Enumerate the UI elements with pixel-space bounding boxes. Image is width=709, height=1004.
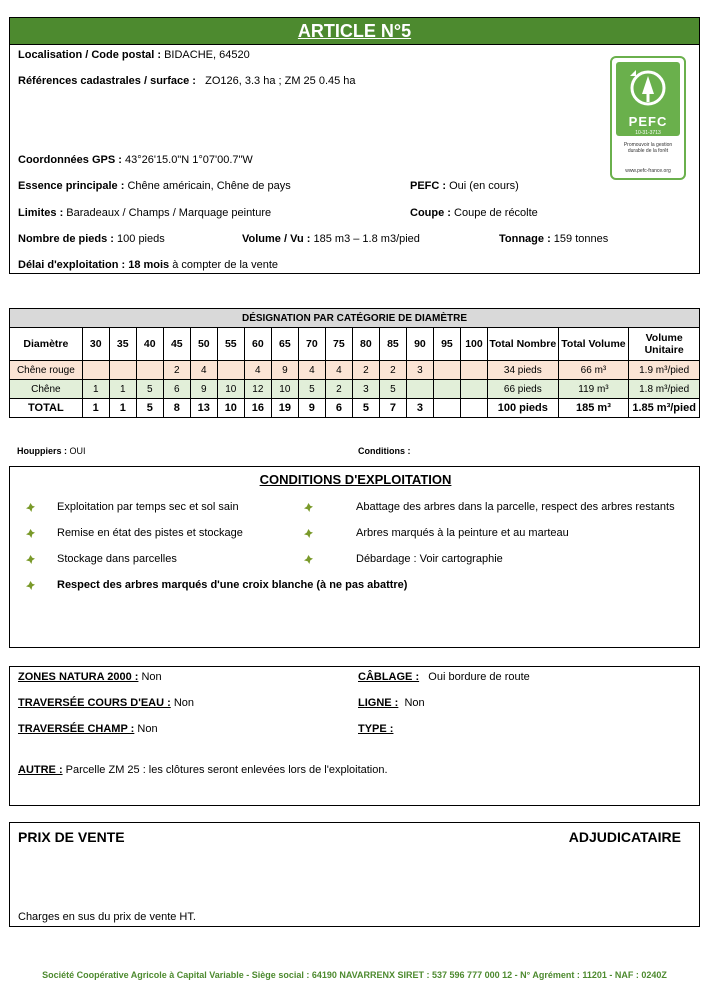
conditions-label: Conditions : xyxy=(358,446,411,456)
type-label: TYPE : xyxy=(358,723,394,735)
natura-line xyxy=(18,671,162,683)
table-cell: 6 xyxy=(325,399,352,418)
pefc-line xyxy=(410,180,519,192)
table-cell xyxy=(136,361,163,380)
table-cell: 1 xyxy=(82,380,109,399)
table-cell: 10 xyxy=(217,399,244,418)
table-row xyxy=(10,380,700,399)
table-cell: 16 xyxy=(244,399,271,418)
table-cell xyxy=(460,361,487,380)
cablage-label: CÂBLAGE : xyxy=(358,671,420,683)
table-cell: 3 xyxy=(406,399,433,418)
localisation-line xyxy=(18,49,250,61)
leaf-bullet-icon xyxy=(26,503,35,512)
table-cell: 4 xyxy=(190,361,217,380)
delai-rest: à compter de la vente xyxy=(172,259,279,271)
natura-label: ZONES NATURA 2000 : xyxy=(18,671,139,683)
table-cell: 13 xyxy=(190,399,217,418)
header-total-nombre: Total Nombre xyxy=(487,328,558,361)
table-cell: 5 xyxy=(136,380,163,399)
volume-line xyxy=(242,233,420,245)
row-volume: 66 m³ xyxy=(558,361,629,380)
table-row xyxy=(10,361,700,380)
pieds-label: Nombre de pieds : xyxy=(18,233,114,245)
table-cell: 7 xyxy=(379,399,406,418)
pefc-value: Oui (en cours) xyxy=(449,180,519,192)
leaf-bullet-icon xyxy=(26,581,35,590)
row-unitaire: 1.85 m³/pied xyxy=(629,399,700,418)
table-cell: 5 xyxy=(352,399,379,418)
table-cell xyxy=(460,399,487,418)
type-line xyxy=(358,723,393,735)
header-diameter-75: 75 xyxy=(325,328,352,361)
header-diameter-100: 100 xyxy=(460,328,487,361)
pefc-logo-word: PEFC xyxy=(628,114,668,129)
cours-label: TRAVERSÉE COURS D'EAU : xyxy=(18,697,171,709)
condition-item: Débardage : Voir cartographie xyxy=(356,553,503,565)
header-diameter-95: 95 xyxy=(433,328,460,361)
pefc-logo-green xyxy=(616,62,680,136)
conditions-block xyxy=(9,466,700,648)
table-cell: 4 xyxy=(298,361,325,380)
row-name: Chêne rouge xyxy=(10,361,83,380)
table-cell: 9 xyxy=(298,399,325,418)
coupe-value: Coupe de récolte xyxy=(454,207,538,219)
pefc-logo xyxy=(610,56,686,180)
champ-line xyxy=(18,723,158,735)
houppiers-label: Houppiers : xyxy=(17,446,68,456)
row-volume: 119 m³ xyxy=(558,380,629,399)
delai-label: Délai d'exploitation : xyxy=(18,259,126,271)
pefc-logo-code: 10-31-3713 xyxy=(635,130,661,136)
table-cell: 10 xyxy=(271,380,298,399)
volume-value: 185 m3 – 1.8 m3/pied xyxy=(313,233,420,245)
table-cell: 1 xyxy=(109,380,136,399)
pefc-label: PEFC : xyxy=(410,180,447,192)
conditions-title: CONDITIONS D'EXPLOITATION xyxy=(259,472,452,487)
cablage-line xyxy=(358,671,530,683)
cours-value: Non xyxy=(173,697,195,709)
ligne-label: LIGNE : xyxy=(358,697,399,709)
table-cell xyxy=(433,380,460,399)
table-header-row xyxy=(10,328,700,361)
row-unitaire: 1.8 m³/pied xyxy=(629,380,700,399)
table-cell: 19 xyxy=(271,399,298,418)
charges-text: Charges en sus du prix de vente HT. xyxy=(18,911,196,923)
cadastre-label: Références cadastrales / surface : xyxy=(18,75,196,87)
cadastre-value: ZO126, 3.3 ha ; ZM 25 0.45 ha xyxy=(205,75,356,87)
row-name: TOTAL xyxy=(10,399,83,418)
table-cell: 1 xyxy=(109,399,136,418)
table-cell: 12 xyxy=(244,380,271,399)
header-diameter-85: 85 xyxy=(379,328,406,361)
table-cell xyxy=(109,361,136,380)
volume-label: Volume / Vu : xyxy=(242,233,311,245)
limites-label: Limites : xyxy=(18,207,64,219)
condition-item: Stockage dans parcelles xyxy=(57,553,177,565)
essence-label: Essence principale : xyxy=(18,180,125,192)
header-diameter-50: 50 xyxy=(190,328,217,361)
natura-value: Non xyxy=(141,671,162,683)
table-cell: 4 xyxy=(244,361,271,380)
table-cell: 6 xyxy=(163,380,190,399)
table-cell xyxy=(433,399,460,418)
autre-line xyxy=(18,764,388,776)
leaf-bullet-icon xyxy=(304,555,313,564)
localisation-label: Localisation / Code postal : xyxy=(18,49,162,61)
ligne-value: Non xyxy=(404,697,425,709)
row-nombre: 66 pieds xyxy=(487,380,558,399)
essence-line xyxy=(18,180,291,192)
article-title: ARTICLE N°5 xyxy=(10,18,699,45)
leaf-bullet-icon xyxy=(304,529,313,538)
gps-line xyxy=(18,154,253,166)
condition-item: Abattage des arbres dans la parcelle, respect des arbres restants xyxy=(356,501,675,513)
table-cell: 2 xyxy=(325,380,352,399)
condition-item: Arbres marqués à la peinture et au marteau xyxy=(356,527,569,539)
delai-line xyxy=(18,259,278,271)
houppiers-line xyxy=(17,446,86,456)
localisation-value: BIDACHE, 64520 xyxy=(164,49,250,61)
autre-label: AUTRE : xyxy=(18,764,63,776)
zones-block xyxy=(9,666,700,806)
champ-label: TRAVERSÉE CHAMP : xyxy=(18,723,135,735)
leaf-bullet-icon xyxy=(26,529,35,538)
prix-block xyxy=(9,822,700,927)
table-cell: 3 xyxy=(352,380,379,399)
leaf-bullet-icon xyxy=(304,503,313,512)
condition-item: Remise en état des pistes et stockage xyxy=(57,527,243,539)
header-diameter-65: 65 xyxy=(271,328,298,361)
table-cell: 4 xyxy=(325,361,352,380)
limites-value: Baradeaux / Champs / Marquage peinture xyxy=(66,207,272,219)
header-diameter-30: 30 xyxy=(82,328,109,361)
cablage-value: Oui bordure de route xyxy=(428,671,530,683)
pieds-line xyxy=(18,233,165,245)
header-diameter-45: 45 xyxy=(163,328,190,361)
row-volume: 185 m³ xyxy=(558,399,629,418)
header-diameter-40: 40 xyxy=(136,328,163,361)
table-cell: 2 xyxy=(379,361,406,380)
table-caption: DÉSIGNATION PAR CATÉGORIE DE DIAMÈTRE xyxy=(10,309,700,328)
tonnage-value: 159 tonnes xyxy=(553,233,609,245)
pefc-logo-url: www.pefc-france.org xyxy=(625,168,671,174)
header-volume-unitaire: Volume Unitaire xyxy=(629,328,700,361)
row-nombre: 100 pieds xyxy=(487,399,558,418)
adjudicataire-title: ADJUDICATAIRE xyxy=(568,829,681,845)
cadastre-line xyxy=(18,75,356,87)
coupe-line xyxy=(410,207,538,219)
tonnage-label: Tonnage : xyxy=(499,233,551,245)
delai-bold: 18 mois xyxy=(128,259,170,271)
header-diameter-55: 55 xyxy=(217,328,244,361)
article-block xyxy=(9,17,700,274)
table-cell xyxy=(406,380,433,399)
header-diameter-80: 80 xyxy=(352,328,379,361)
table-cell: 1 xyxy=(82,399,109,418)
table-cell xyxy=(433,361,460,380)
table-cell: 5 xyxy=(298,380,325,399)
diameter-table xyxy=(9,308,700,418)
autre-value: Parcelle ZM 25 : les clôtures seront enlevées lors de l'exploitation. xyxy=(65,764,388,776)
table-cell: 5 xyxy=(379,380,406,399)
coupe-label: Coupe : xyxy=(410,207,451,219)
table-cell: 9 xyxy=(271,361,298,380)
table-cell: 2 xyxy=(163,361,190,380)
table-cell xyxy=(217,361,244,380)
essence-value: Chêne américain, Chêne de pays xyxy=(127,180,291,192)
condition-item: Exploitation par temps sec et sol sain xyxy=(57,501,239,513)
condition-item-bold: Respect des arbres marqués d'une croix blanche (à ne pas abattre) xyxy=(57,579,408,591)
row-nombre: 34 pieds xyxy=(487,361,558,380)
header-diameter-35: 35 xyxy=(109,328,136,361)
cours-line xyxy=(18,697,194,709)
pieds-value: 100 pieds xyxy=(117,233,165,245)
table-cell: 9 xyxy=(190,380,217,399)
table-row xyxy=(10,399,700,418)
tonnage-line xyxy=(499,233,608,245)
pefc-tree-icon xyxy=(616,64,680,114)
header-total-volume: Total Volume xyxy=(558,328,629,361)
gps-value: 43°26'15.0"N 1°07'00.7"W xyxy=(124,154,253,166)
table-cell: 5 xyxy=(136,399,163,418)
leaf-bullet-icon xyxy=(26,555,35,564)
table-cell xyxy=(82,361,109,380)
limites-line xyxy=(18,207,271,219)
pefc-logo-text: Promouvoir la gestion durable de la forêt xyxy=(623,142,673,154)
row-unitaire: 1.9 m³/pied xyxy=(629,361,700,380)
table-cell xyxy=(460,380,487,399)
houppiers-value: OUI xyxy=(69,446,86,456)
header-diameter-70: 70 xyxy=(298,328,325,361)
row-name: Chêne xyxy=(10,380,83,399)
table-cell: 2 xyxy=(352,361,379,380)
ligne-line xyxy=(358,697,425,709)
table-cell: 10 xyxy=(217,380,244,399)
table-cell: 8 xyxy=(163,399,190,418)
header-diameter-60: 60 xyxy=(244,328,271,361)
champ-value: Non xyxy=(137,723,158,735)
prix-title: PRIX DE VENTE xyxy=(18,829,125,845)
gps-label: Coordonnées GPS : xyxy=(18,154,122,166)
table-cell: 3 xyxy=(406,361,433,380)
header-diameter-90: 90 xyxy=(406,328,433,361)
header-diametre: Diamètre xyxy=(10,328,83,361)
footer: Société Coopérative Agricole à Capital Variable - Siège social : 64190 NAVARRENX SIRET : 537 596 777 000 12 - N° Agrément : 11201 - NAF : 0240Z xyxy=(42,970,667,980)
